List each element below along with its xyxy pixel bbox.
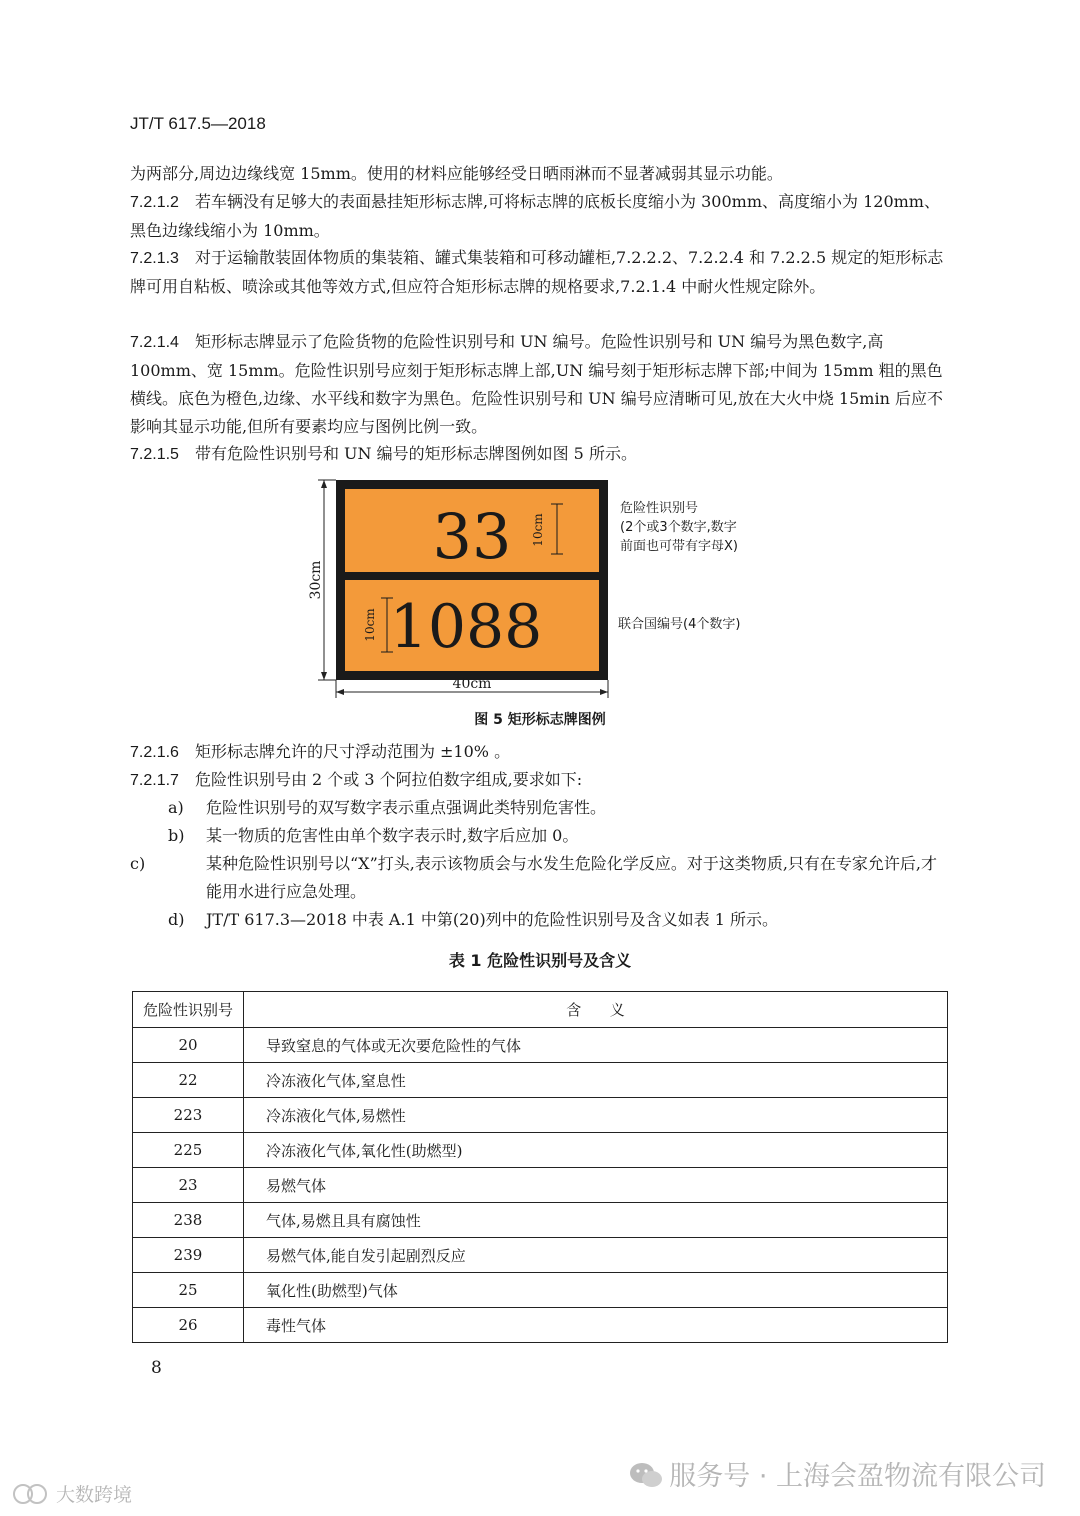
hazard-code: 23 — [133, 1168, 244, 1203]
hazard-meaning: 冷冻液化气体,窒息性 — [244, 1063, 948, 1098]
list-item — [130, 850, 948, 906]
table-header-row — [133, 992, 948, 1028]
un-number-label: 联合国编号(4个数字) — [618, 617, 741, 632]
service-account-watermark — [629, 1454, 1046, 1493]
list-text: 某一物质的危害性由单个数字表示时,数字后应加 0。 — [206, 826, 579, 845]
list-text: 某种危险性识别号以“X”打头,表示该物质会与水发生危险化学反应。对于这类物质,只有在专家允许后,才能用水进行应急处理。 — [206, 854, 938, 901]
hazard-code: 239 — [133, 1238, 244, 1273]
clause-text: 危险性识别号由 2 个或 3 个阿拉伯数字组成,要求如下: — [194, 770, 583, 789]
clause-number: 7.2.1.2 — [130, 194, 179, 211]
bottom-dimension-label: 10cm — [363, 608, 377, 642]
arrow-right-icon — [600, 689, 608, 695]
width-dimension-label: 40cm — [452, 676, 492, 692]
table-row — [133, 1308, 948, 1343]
un-number: 1088 — [389, 592, 543, 662]
page-number: 8 — [151, 1358, 162, 1378]
clause-text: 矩形标志牌允许的尺寸浮动范围为 ±10% 。 — [194, 742, 511, 761]
table-row — [133, 1203, 948, 1238]
table-row — [133, 1133, 948, 1168]
hazard-code: 223 — [133, 1098, 244, 1133]
hazard-meaning: 气体,易燃且具有腐蚀性 — [244, 1203, 948, 1238]
clause-text: 对于运输散装固体物质的集装箱、罐式集装箱和可移动罐柜,7.2.2.2、7.2.2.4 和 7.2.2.5 规定的矩形标志牌可用自粘板、喷涂或其他等效方式,但应符合矩形标志牌的规格要求,7.2.1.4 中耐火性规定除外。 — [130, 248, 944, 296]
hazard-code: 26 — [133, 1308, 244, 1343]
figure-caption: 图 5 矩形标志牌图例 — [474, 712, 606, 728]
list-marker: d) — [168, 910, 185, 929]
list-marker: a) — [168, 798, 184, 817]
table-title: 表 1 危险性识别号及含义 — [448, 951, 632, 970]
hazard-code-table — [132, 991, 948, 1343]
hazard-number-label: 前面也可带有字母X) — [620, 539, 738, 554]
hazard-meaning: 毒性气体 — [244, 1308, 948, 1343]
clause-7-2-1-6 — [130, 738, 948, 767]
clause-7-2-1-4 — [130, 328, 948, 441]
clause-text: 若车辆没有足够大的表面悬挂矩形标志牌,可将标志牌的底板长度缩小为 300mm、高度缩小为 120mm、黑色边缘线缩小为 10mm。 — [130, 192, 940, 240]
list-item — [168, 906, 948, 934]
clause-7-2-1-5 — [130, 440, 948, 469]
clause-number: 7.2.1.3 — [130, 250, 179, 267]
list-text: 危险性识别号的双写数字表示重点强调此类特别危害性。 — [206, 798, 607, 817]
table-row — [133, 1028, 948, 1063]
column-header-code: 危险性识别号 — [133, 992, 244, 1028]
clause-text: 矩形标志牌显示了危险货物的危险性识别号和 UN 编号。危险性识别号和 UN 编号为黑色数字,高 100mm、宽 15mm。危险性识别号应刻于矩形标志牌上部,UN 编号刻于矩形标志牌下部;中间为 15mm 粗的黑色横线。底色为橙色,边缘、水平线和数字为黑色。危险性识别号和 UN 编号应清晰可见,放在大火中烧 15min 后应不影响其显示功能,但所有要素均应与图例比例一致。 — [130, 332, 943, 436]
hazard-meaning: 冷冻液化气体,氧化性(助燃型) — [244, 1133, 948, 1168]
clause-number: 7.2.1.4 — [130, 334, 179, 351]
hazard-meaning: 导致窒息的气体或无次要危险性的气体 — [244, 1028, 948, 1063]
watermark-text: 服务号 · 上海会盈物流有限公司 — [669, 1461, 1046, 1492]
paragraph-continuation: 为两部分,周边边缘线宽 15mm。使用的材料应能够经受日晒雨淋而不显著减弱其显示功能。 — [130, 164, 783, 183]
table-row — [133, 1098, 948, 1133]
hazard-number: 33 — [432, 500, 512, 573]
hazard-number-label: (2个或3个数字,数字 — [620, 520, 737, 535]
hazard-code: 25 — [133, 1273, 244, 1308]
clause-number: 7.2.1.7 — [130, 772, 179, 789]
list-marker: b) — [168, 826, 185, 845]
hazard-code: 22 — [133, 1063, 244, 1098]
document-header: JT/T 617.5—2018 — [130, 114, 266, 133]
arrow-left-icon — [336, 689, 344, 695]
hazard-code: 20 — [133, 1028, 244, 1063]
list-item — [168, 822, 948, 850]
clause-7-2-1-7 — [130, 766, 948, 795]
arrow-up-icon — [321, 480, 327, 488]
hazard-meaning: 冷冻液化气体,易燃性 — [244, 1098, 948, 1133]
clause-number: 7.2.1.5 — [130, 446, 179, 463]
hazard-meaning: 易燃气体 — [244, 1168, 948, 1203]
watermark-text: 大数跨境 — [56, 1484, 133, 1506]
orange-plate-figure — [300, 474, 780, 700]
brand-watermark — [12, 1480, 132, 1507]
hazard-code: 238 — [133, 1203, 244, 1238]
hazard-meaning: 氧化性(助燃型)气体 — [244, 1273, 948, 1308]
arrow-down-icon — [321, 672, 327, 680]
top-dimension-label: 10cm — [531, 513, 545, 547]
clause-7-2-1-3 — [130, 244, 948, 301]
hazard-code: 225 — [133, 1133, 244, 1168]
column-header-meaning: 含 义 — [244, 992, 948, 1028]
height-dimension-label: 30cm — [308, 560, 324, 600]
table-row — [133, 1063, 948, 1098]
table-row — [133, 1238, 948, 1273]
hazard-meaning: 易燃气体,能自发引起剧烈反应 — [244, 1238, 948, 1273]
list-marker: c) — [130, 854, 146, 873]
hazard-number-label: 危险性识别号 — [620, 501, 699, 516]
brand-logo-icon — [12, 1483, 52, 1505]
clause-7-2-1-2 — [130, 188, 948, 245]
wechat-icon — [629, 1461, 663, 1489]
clause-text: 带有危险性识别号和 UN 编号的矩形标志牌图例如图 5 所示。 — [194, 444, 637, 463]
list-text: JT/T 617.3—2018 中表 A.1 中第(20)列中的危险性识别号及含义如表 1 所示。 — [206, 910, 779, 929]
clause-number: 7.2.1.6 — [130, 744, 179, 761]
table-row — [133, 1273, 948, 1308]
table-row — [133, 1168, 948, 1203]
list-item — [168, 794, 948, 822]
